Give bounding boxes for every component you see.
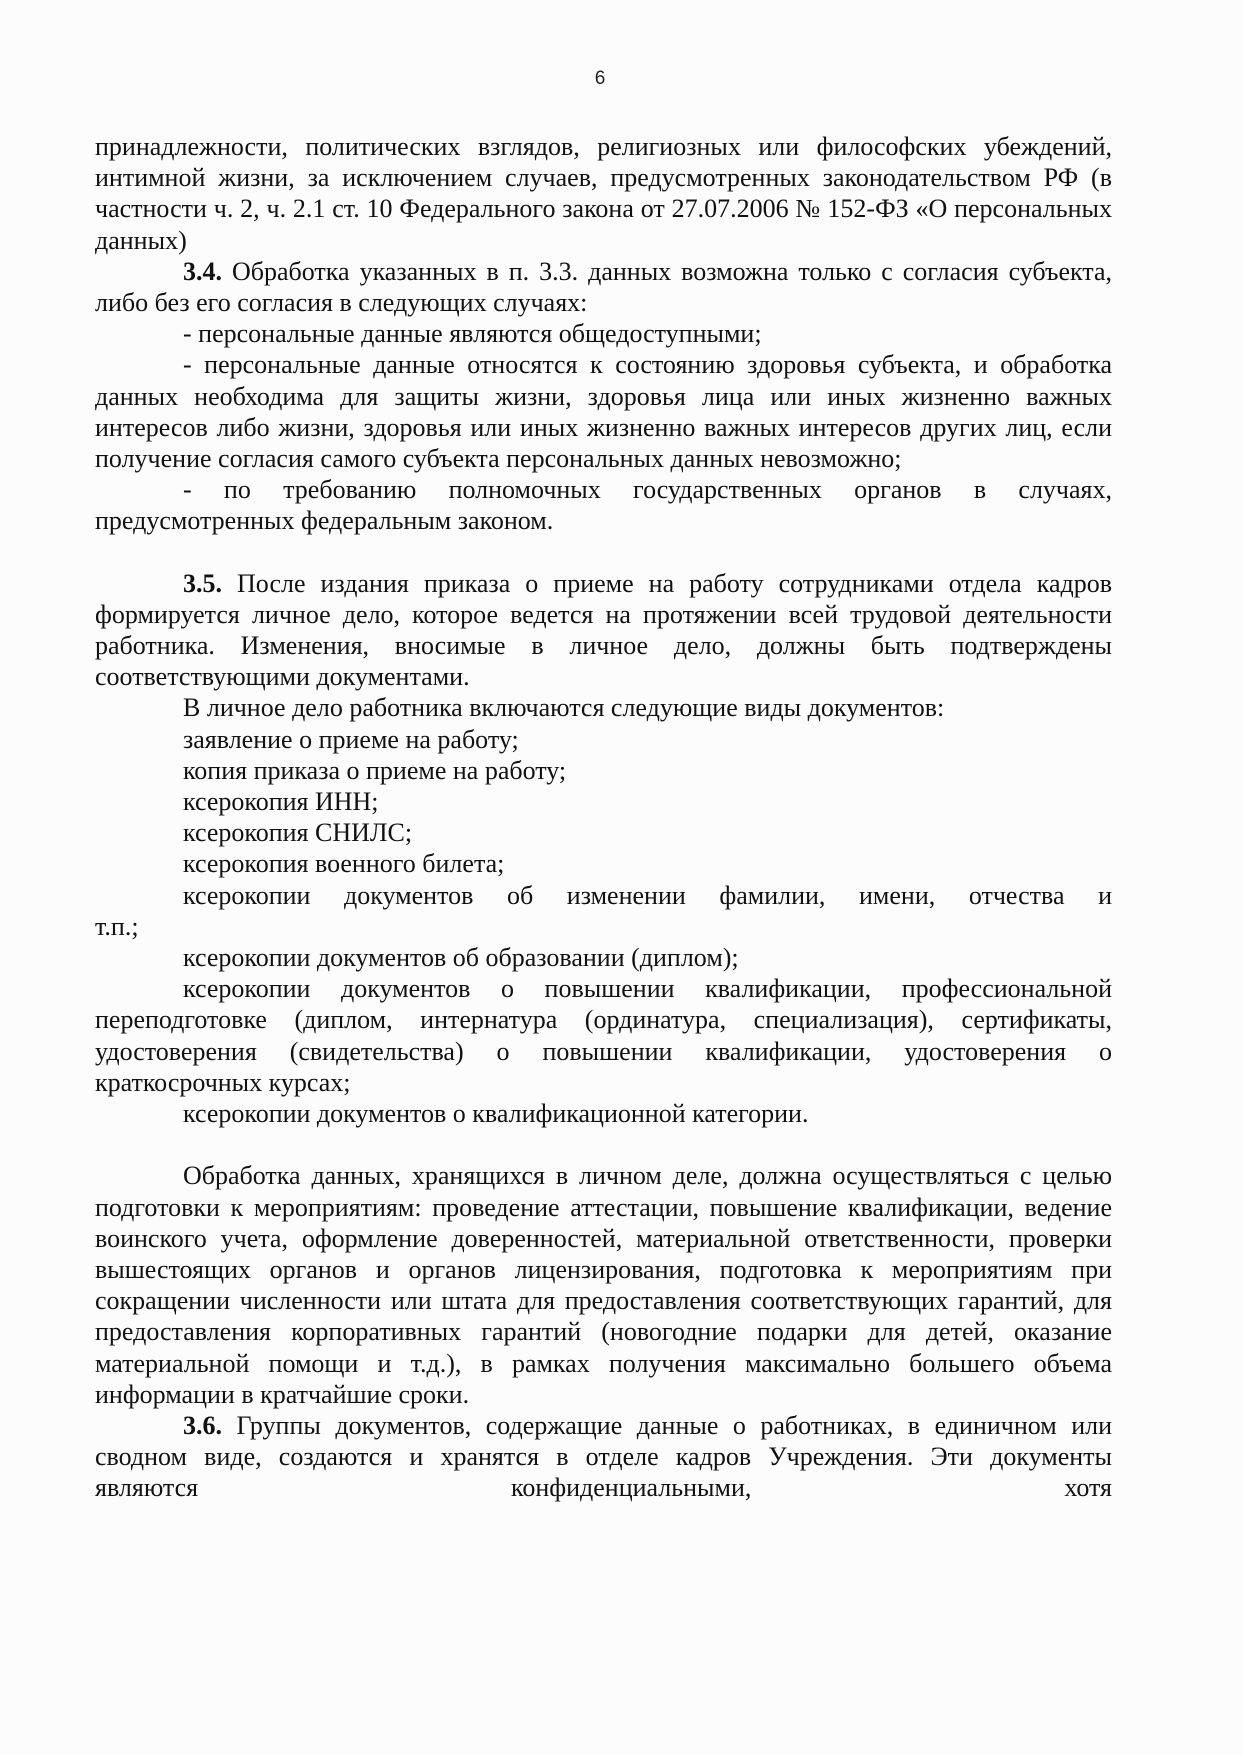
list-item-continuation: т.п.; [95,911,139,941]
list-item: ксерокопия военного билета; [183,849,505,879]
section-number: 3.6. [183,1410,222,1440]
spacer [95,1129,1112,1160]
list-item: копия приказа о приеме на работу; [183,755,567,785]
list-item: ксерокопии документов об изменении фамилии, имени, отчества и [183,880,1112,910]
page-number: 6 [594,68,606,89]
section-number: 3.4. [183,256,222,286]
list-item: ксерокопия СНИЛС; [183,818,413,848]
list-item: - персональные данные являются общедоступными; [183,319,762,349]
section-3-4 [95,256,1112,318]
list-item: ксерокопия ИНН; [183,787,379,817]
list-item: - по требованию полномочных государственных органов в случаях, предусмотренных федеральным законом. [95,475,1112,536]
paragraph-continuation: принадлежности, политических взглядов, религиозных или философских убеждений, интимной жизни, за исключением случаев, предусмотренных законодательством РФ (в частности ч. 2, ч. 2.1 ст. 10 Федерального закона от 27.07.2006 № 152-ФЗ «О персональных данных) [95,132,1112,255]
list-item: ксерокопии документов о квалификационной категории. [183,1099,809,1129]
list-intro: В личное дело работника включаются следующие виды документов: [183,693,945,723]
section-3-6 [95,1410,1112,1504]
list-item: ксерокопии документов о повышении квалификации, профессиональной переподготовке (диплом, интернатура (ординатура, специализация), сертификаты, удостоверения (свидетельства) о повышении квалификации, удостоверения о краткосрочных курсах; [95,974,1112,1097]
list-item: заявление о приеме на работу; [183,724,519,754]
section-text: После издания приказа о приеме на работу сотрудниками отдела кадров формируется личное дело, которое ведется на протяжении всей трудовой деятельности работника. Изменения, вносимые в личное дело, должны быть подтверждены соответствующими документами. [95,568,1112,692]
section-text: Обработка указанных в п. 3.3. данных возможна только с согласия субъекта, либо без его согласия в следующих случаях: [95,256,1112,318]
document-body [95,131,1112,1504]
list-item: - персональные данные относятся к состоянию здоровья субъекта, и обработка данных необходима для защиты жизни, здоровья лица или иных жизненно важных интересов либо жизни, здоровья или иных жизненно важных интересов других лиц, если получение согласия самого субъекта персональных данных невозможно; [95,350,1112,474]
list-item: ксерокопии документов об образовании (диплом); [183,943,739,973]
spacer [95,537,1112,568]
section-number: 3.5. [183,568,222,598]
processing-paragraph: Обработка данных, хранящихся в личном деле, должна осуществляться с целью подготовки к мероприятиям: проведение аттестации, повышение квалификации, ведение воинского учета, оформление доверенностей, материальной ответственности, проверки вышестоящих органов и органов лицензирования, подготовка к мероприятиям при сокращении численности или штата для предоставления соответствующих гарантий, для предоставления корпоративных гарантий (новогодние подарки для детей, оказание материальной помощи и т.д.), в рамках получения максимально большего объема информации в кратчайшие сроки. [95,1161,1112,1409]
section-3-5 [95,568,1112,693]
section-text: Группы документов, содержащие данные о работниках, в единичном или сводном виде, создаются и хранятся в отделе кадров Учреждения. Эти документы являются конфиденциальными, хотя [95,1410,1112,1503]
